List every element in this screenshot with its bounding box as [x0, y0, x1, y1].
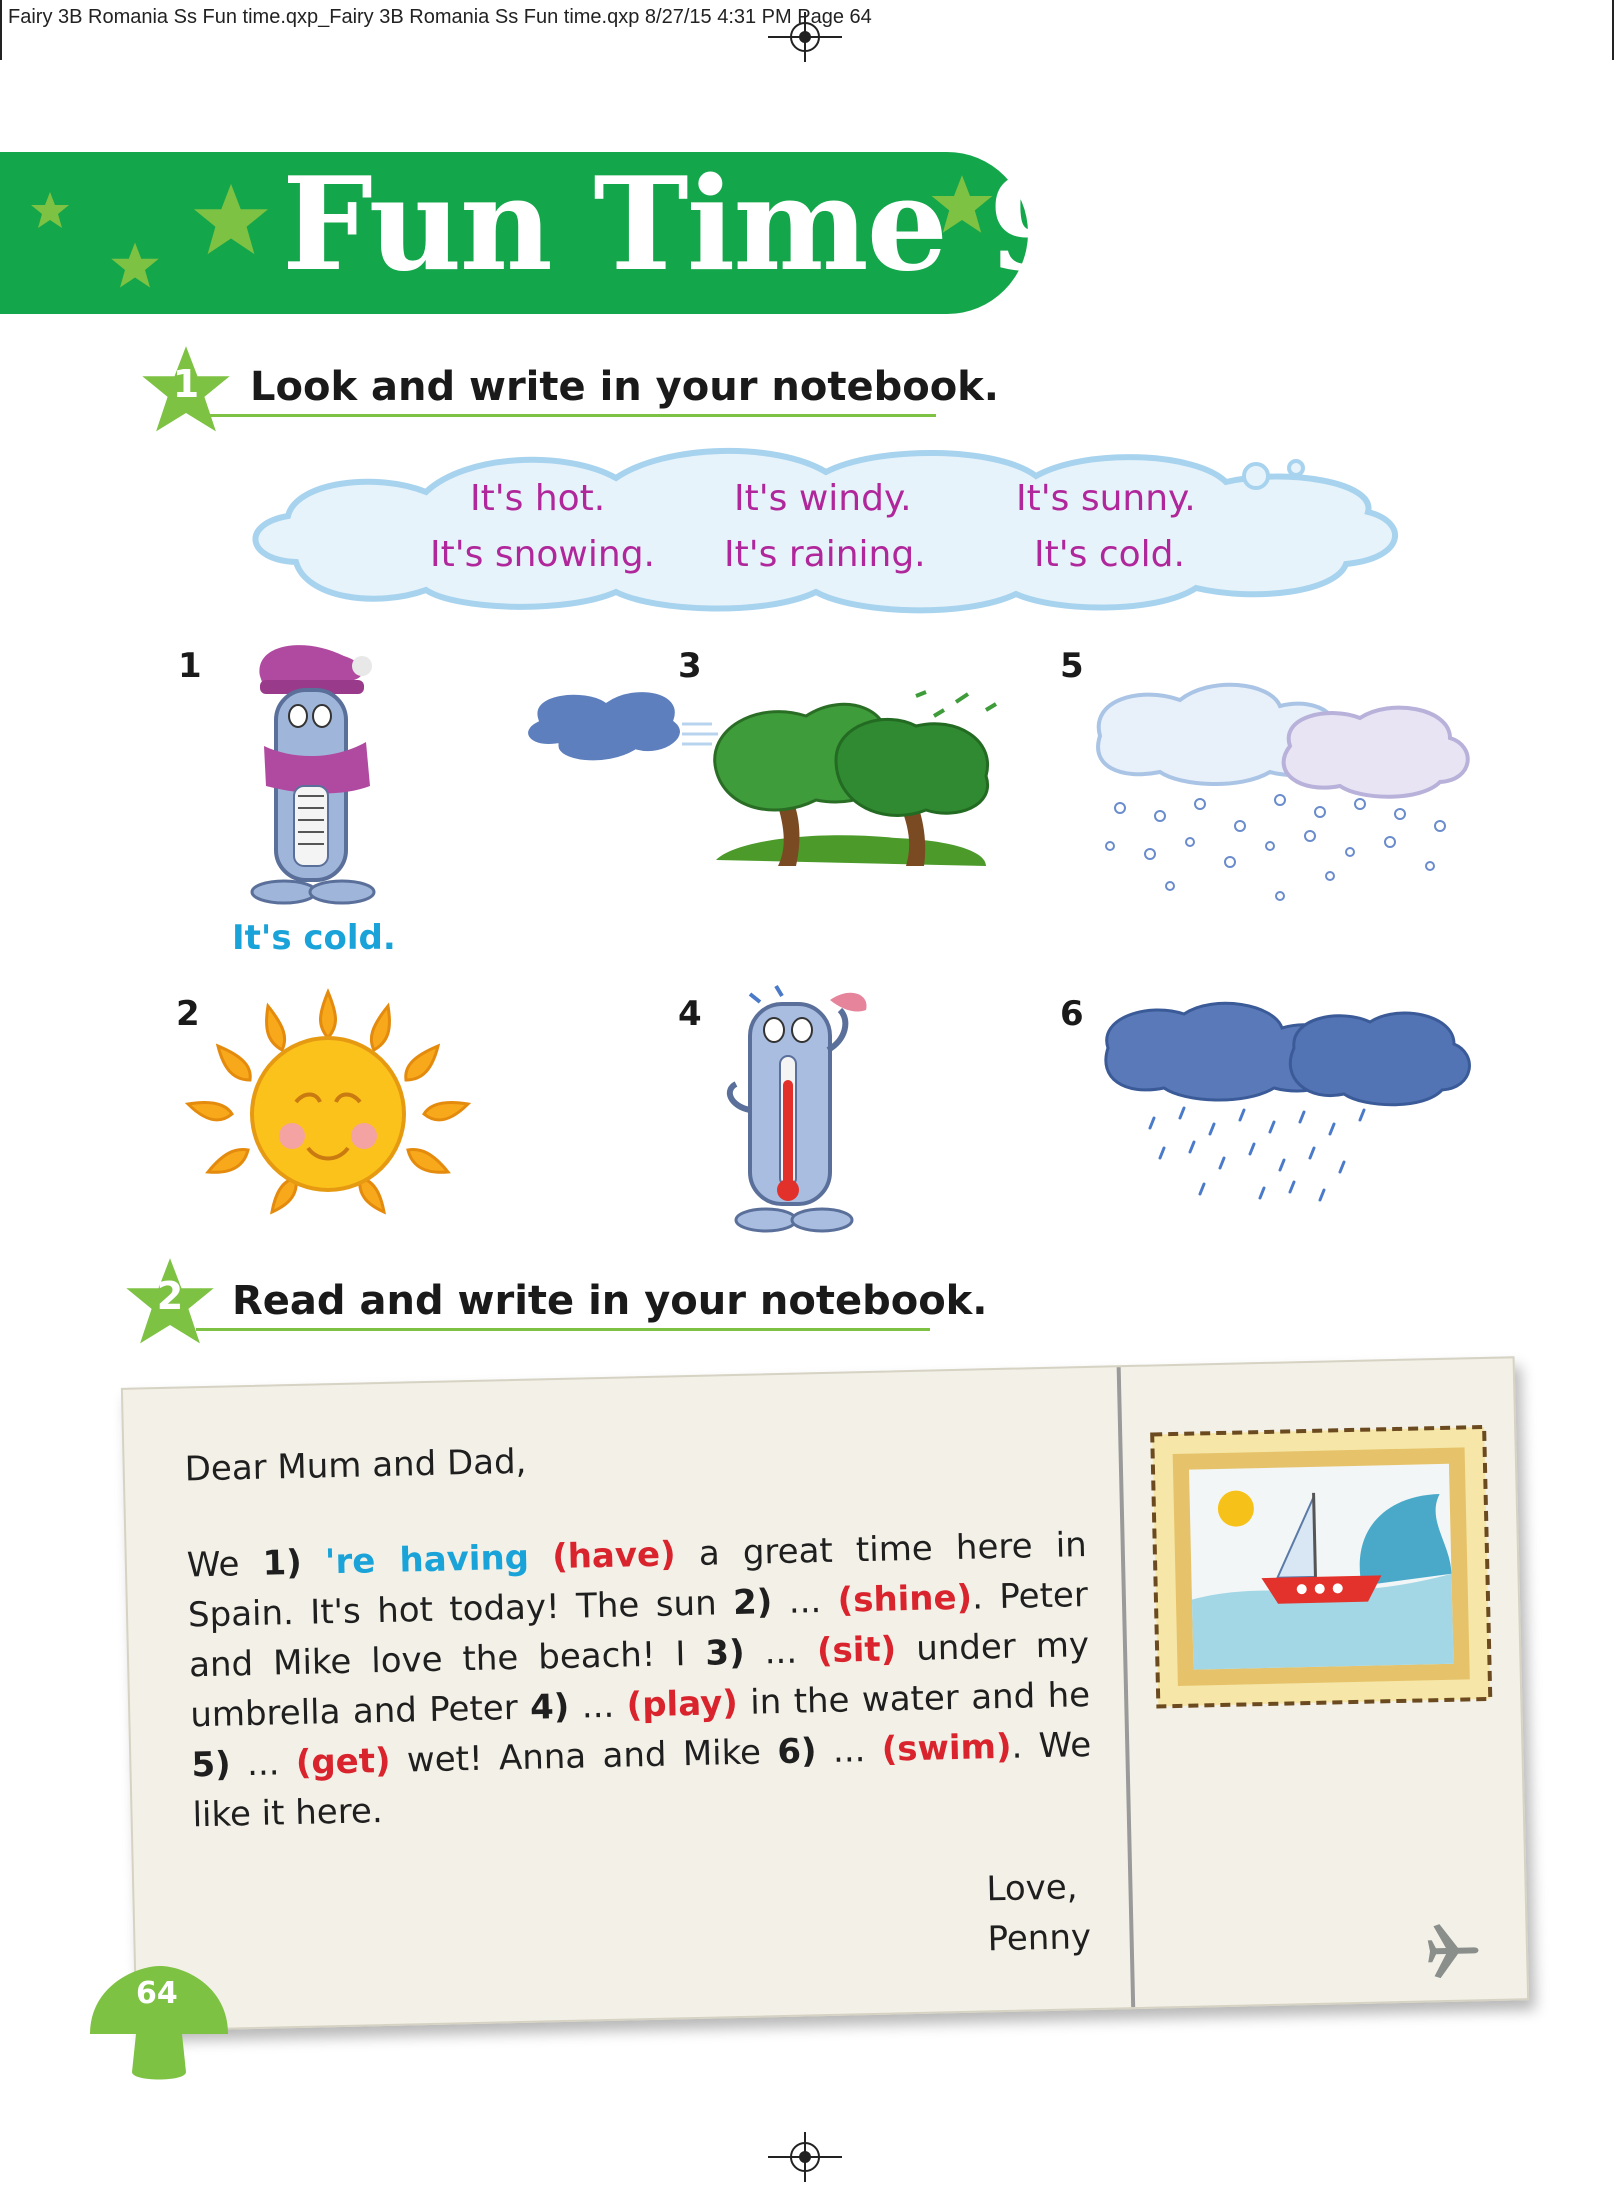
item-number: 2	[176, 994, 200, 1034]
windy-trees-icon	[516, 680, 1006, 870]
item-number: 3	[678, 646, 702, 686]
letter-body: We 1) 're having (have) a great time here in Spain. It's hot today! The sun 2) ... (shine). Peter and Mike love the beach! I 3) ... (sit) under my umbrella and Peter 4) ... (play) in the water and he 5) ... (get) wet! Anna and Mike 6) ... (swim). We like it here.	[186, 1525, 1092, 1836]
sailboat-stamp-icon	[1148, 1423, 1494, 1711]
snow-cloud-icon	[1080, 676, 1480, 916]
sun-icon	[168, 986, 488, 1226]
exercise-number-badge: 1	[140, 344, 232, 436]
rain-cloud-icon	[1094, 998, 1474, 1208]
letter-greeting: Dear Mum and Dad,	[184, 1441, 527, 1490]
phrase-raining: It's raining.	[724, 534, 926, 575]
airplane-icon	[1425, 1919, 1486, 1980]
hot-thermometer-icon	[710, 980, 900, 1240]
phrase-hot: It's hot.	[470, 478, 606, 519]
crop-mark-left	[0, 0, 2, 60]
phrase-snowing: It's snowing.	[430, 534, 655, 575]
postcard	[121, 1356, 1529, 2031]
letter-signature: Penny	[987, 1917, 1092, 1960]
item-number: 1	[178, 646, 202, 686]
phrase-windy: It's windy.	[734, 478, 912, 519]
phrase-sunny: It's sunny.	[1016, 478, 1196, 519]
phrase-cold: It's cold.	[1034, 534, 1185, 575]
example-answer: It's cold.	[232, 918, 396, 958]
exercise-1-instruction: Look and write in your notebook.	[250, 364, 999, 410]
item-number: 4	[678, 994, 702, 1034]
cold-thermometer-icon	[194, 636, 384, 906]
heading-underline	[196, 414, 936, 417]
print-slug-line: Fairy 3B Romania Ss Fun time.qxp_Fairy 3B Romania Ss Fun time.qxp 8/27/15 4:31 PM Page 64	[8, 6, 872, 28]
exercise-number-badge: 2	[124, 1256, 216, 1348]
page-number: 64	[136, 1976, 178, 2011]
registration-mark-icon	[768, 12, 842, 62]
item-number: 5	[1060, 646, 1084, 686]
page-title: Fun Time 9	[282, 150, 1076, 300]
star-icon	[192, 180, 270, 258]
registration-mark-icon	[768, 2132, 842, 2182]
star-icon	[30, 190, 70, 230]
phrase-cloud	[236, 442, 1416, 618]
item-number: 6	[1060, 994, 1084, 1034]
exercise-2-instruction: Read and write in your notebook.	[232, 1278, 988, 1324]
example-answer: 're having	[324, 1537, 530, 1583]
heading-underline	[196, 1328, 930, 1331]
letter-closing: Love,	[986, 1867, 1078, 1910]
star-icon	[110, 240, 160, 290]
postcard-divider	[1117, 1367, 1136, 2007]
